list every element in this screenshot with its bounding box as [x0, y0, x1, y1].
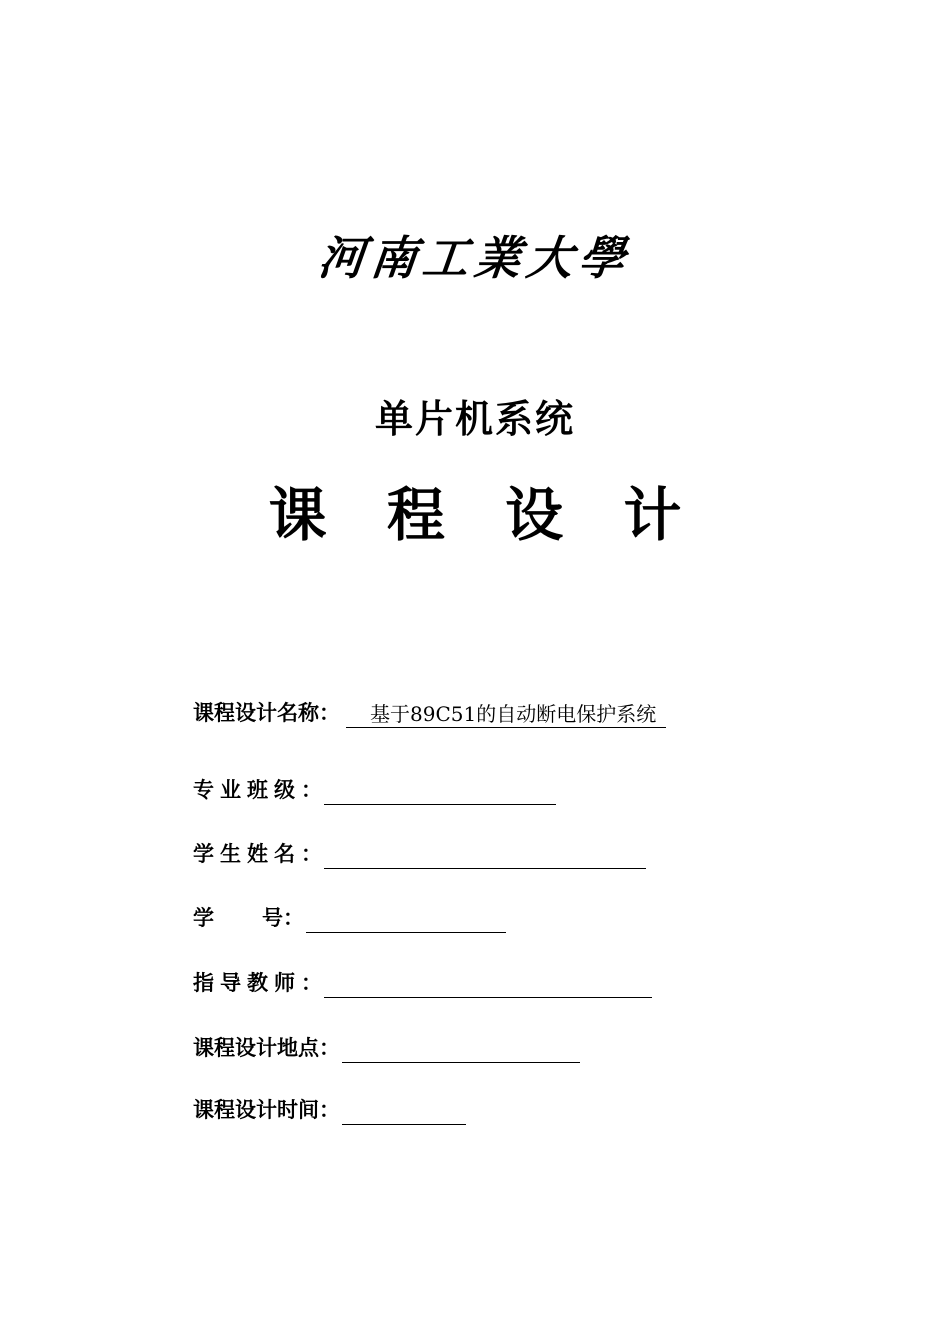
- major-class-colon: ：: [301, 778, 322, 802]
- course-title-char: 计: [623, 481, 682, 549]
- student-name-field: [193, 839, 646, 869]
- course-title-char: 程: [386, 481, 445, 549]
- major-class-label: 专业班级: [193, 778, 301, 802]
- course-title-char: 课: [268, 481, 327, 549]
- subject-title: 单片机系统: [374, 397, 575, 441]
- advisor-field: [193, 968, 652, 998]
- advisor-blank: [324, 973, 652, 998]
- student-id-blank: [306, 908, 506, 933]
- location-field: [193, 1033, 580, 1063]
- location-blank: [342, 1038, 580, 1063]
- design-name-value: 基于89C51的自动断电保护系统: [346, 701, 666, 728]
- student-name-colon: ：: [301, 842, 322, 866]
- time-label: 课程设计时间：: [193, 1098, 340, 1122]
- student-name-label: 学生姓名: [193, 842, 301, 866]
- major-class-field: [193, 775, 556, 805]
- design-name-label: 课程设计名称：: [193, 701, 340, 725]
- student-id-label-b: 号: [262, 906, 283, 930]
- university-logo: 河南工業大學: [315, 231, 634, 285]
- student-id-colon: ：: [283, 906, 304, 930]
- course-title: [0, 468, 950, 552]
- student-id-field: [193, 903, 506, 933]
- course-title-char: 设: [505, 481, 564, 549]
- student-name-blank: [324, 844, 646, 869]
- time-blank: [342, 1100, 466, 1125]
- advisor-colon: ：: [301, 971, 322, 995]
- advisor-label: 指导教师: [193, 971, 301, 995]
- design-name-field: [193, 698, 666, 728]
- student-id-label-a: 学: [193, 906, 214, 930]
- major-class-blank: [324, 780, 556, 805]
- location-label: 课程设计地点：: [193, 1036, 340, 1060]
- time-field: [193, 1095, 466, 1125]
